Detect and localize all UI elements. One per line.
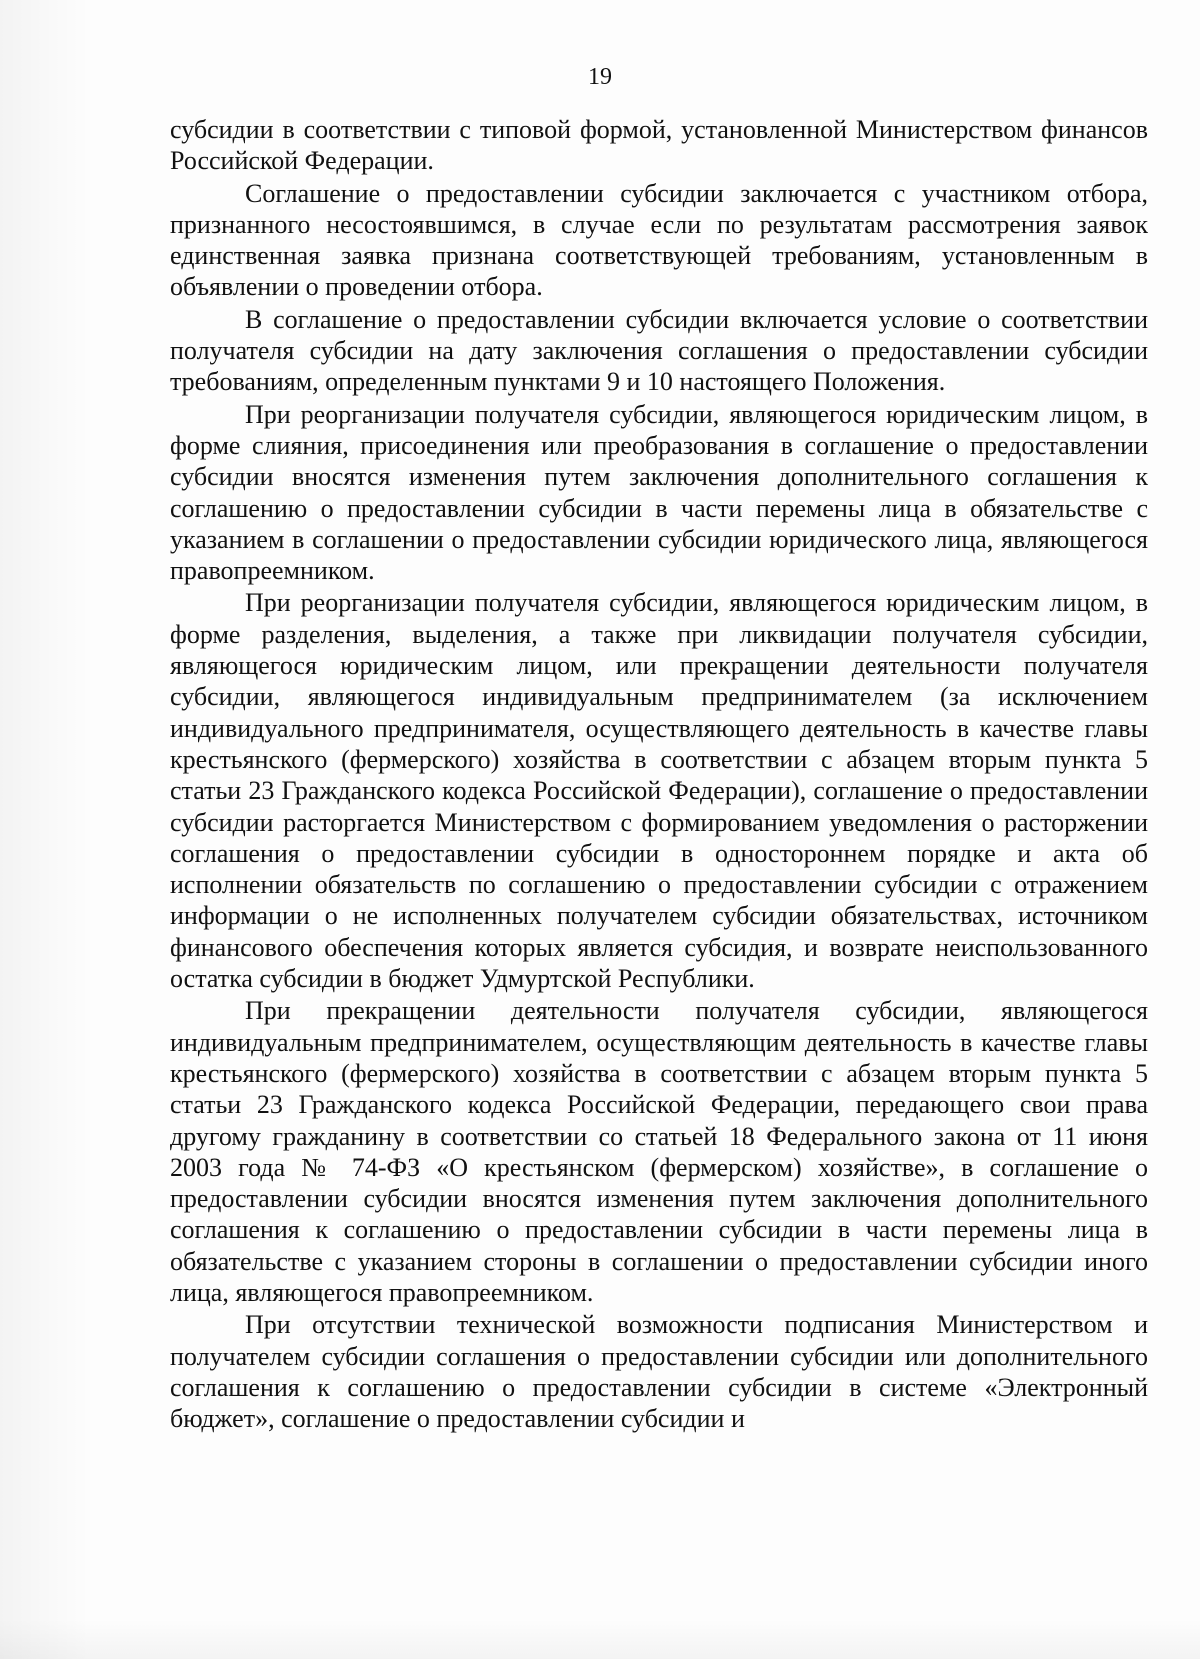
page-number: 19 (588, 64, 612, 90)
paragraph-agreement-condition: В соглашение о предоставлении субсидии включается условие о соответствии получателя субсидии на дату заключения соглашения о предоставлении субсидии требованиям, определенным пунктами 9 и 10 настоящего Положения. (170, 304, 1148, 397)
paragraph-reorganization-merger: При реорганизации получателя субсидии, являющегося юридическим лицом, в форме слияния, присоединения или преобразования в соглашение о предоставлении субсидии вносятся изменения путем заключения дополнительного соглашения к соглашению о предоставлении субсидии в части перемены лица в обязательстве с указанием в соглашении о предоставлении субсидии юридического лица, являющегося правопреемником. (170, 399, 1148, 586)
document-body (170, 114, 1148, 1435)
scan-shadow-bottom (0, 1619, 1200, 1659)
scan-shadow-left (0, 0, 90, 1659)
paragraph-farm-head-termination: При прекращении деятельности получателя субсидии, являющегося индивидуальным предпринимателем, осуществляющим деятельность в качестве главы крестьянского (фермерского) хозяйства в соответствии с абзацем вторым пункта 5 статьи 23 Гражданского кодекса Российской Федерации, передающего свои права другому гражданину в соответствии со статьей 18 Федерального закона от 11 июня 2003 года № 74-ФЗ «О крестьянском (фермерском) хозяйстве», в соглашение о предоставлении субсидии вносятся изменения путем заключения дополнительного соглашения к соглашению о предоставлении субсидии в части перемены лица в обязательстве с указанием стороны в соглашении о предоставлении субсидии иного лица, являющегося правопреемником. (170, 996, 1148, 1307)
paragraph-no-technical-possibility: При отсутствии технической возможности подписания Министерством и получателем субсидии соглашения о предоставлении субсидии или дополнительного соглашения к соглашению о предоставлении субсидии в системе «Электронный бюджет», соглашение о предоставлении субсидии и (170, 1310, 1148, 1434)
paragraph-reorganization-division: При реорганизации получателя субсидии, являющегося юридическим лицом, в форме разделения, выделения, а также при ликвидации получателя субсидии, являющегося юридическим лицом, или прекращении деятельности получателя субсидии, являющегося индивидуальным предпринимателем (за исключением индивидуального предпринимателя, осуществляющего деятельность в качестве главы крестьянского (фермерского) хозяйства в соответствии с абзацем вторым пункта 5 статьи 23 Гражданского кодекса Российской Федерации), соглашение о предоставлении субсидии расторгается Министерством с формированием уведомления о расторжении соглашения о предоставлении субсидии в одностороннем порядке и акта об исполнении обязательств по соглашению о предоставлении субсидии с отражением информации о не исполненных получателем субсидии обязательствах, источником финансового обеспечения которых является субсидия, и возврате неиспользованного остатка субсидии в бюджет Удмуртской Республики. (170, 588, 1148, 994)
paragraph-agreement-with-single-participant: Соглашение о предоставлении субсидии заключается с участником отбора, признанного несостоявшимся, в случае если по результатам рассмотрения заявок единственная заявка признана соответствующей требованиям, установленным в объявлении о проведении отбора. (170, 178, 1148, 302)
paragraph-continuation: субсидии в соответствии с типовой формой, установленной Министерством финансов Российской Федерации. (170, 115, 1148, 176)
